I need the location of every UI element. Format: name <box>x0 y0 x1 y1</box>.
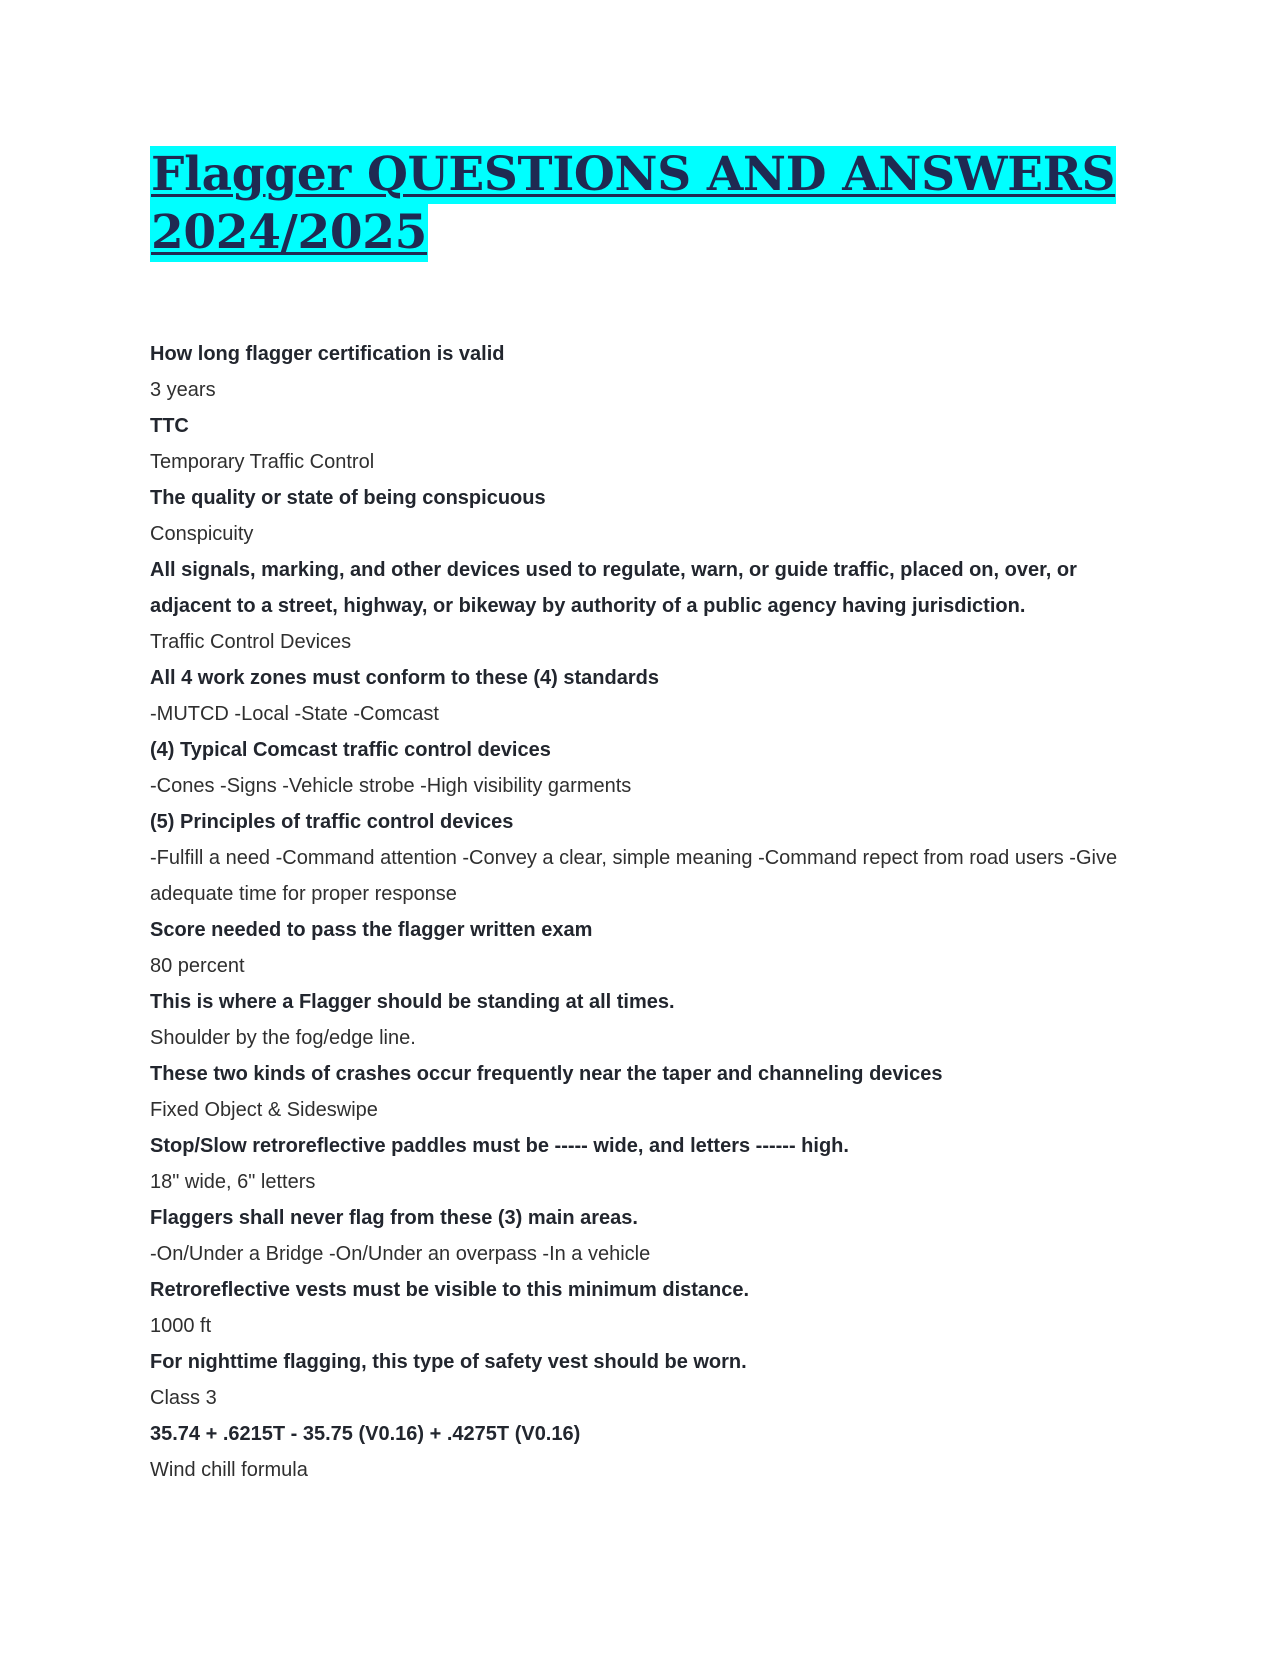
question-text: 35.74 + .6215T - 35.75 (V0.16) + .4275T (V0.16) <box>150 1423 581 1445</box>
answer-text: Fixed Object & Sideswipe <box>150 1099 378 1121</box>
answer-text: 3 years <box>150 379 216 401</box>
answer-text: -MUTCD -Local -State -Comcast <box>150 703 439 725</box>
question-text: All 4 work zones must conform to these (4) standards <box>150 667 659 689</box>
question-text: (5) Principles of traffic control devices <box>150 811 514 833</box>
question-text: This is where a Flagger should be standing at all times. <box>150 991 675 1013</box>
answer-text: Conspicuity <box>150 523 254 545</box>
question-text: These two kinds of crashes occur frequently near the taper and channeling devices <box>150 1063 943 1085</box>
answer-text: Shoulder by the fog/edge line. <box>150 1027 416 1049</box>
question-text: Flaggers shall never flag from these (3) main areas. <box>150 1207 638 1229</box>
answer-text: Class 3 <box>150 1387 217 1409</box>
question-text: For nighttime flagging, this type of safety vest should be worn. <box>150 1351 747 1373</box>
answer-text: Wind chill formula <box>150 1459 308 1481</box>
document-page <box>150 146 1150 1488</box>
answer-text: -On/Under a Bridge -On/Under an overpass -In a vehicle <box>150 1243 651 1265</box>
question-text: (4) Typical Comcast traffic control devices <box>150 739 551 761</box>
question-text: The quality or state of being conspicuous <box>150 487 546 509</box>
title-line-1: Flagger QUESTIONS AND ANSWERS <box>151 147 1116 202</box>
answer-text: -Fulfill a need -Command attention -Convey a clear, simple meaning -Command repect from road users -Give adequate time for proper response <box>150 847 1118 905</box>
answer-text: Traffic Control Devices <box>150 631 352 653</box>
question-text: Score needed to pass the flagger written exam <box>150 919 593 941</box>
answer-text: 80 percent <box>150 955 245 977</box>
question-text: TTC <box>150 415 189 437</box>
question-text: Retroreflective vests must be visible to this minimum distance. <box>150 1279 750 1301</box>
qa-list <box>150 336 1150 1488</box>
answer-text: -Cones -Signs -Vehicle strobe -High visibility garments <box>150 775 632 797</box>
answer-text: Temporary Traffic Control <box>150 451 375 473</box>
question-text: How long flagger certification is valid <box>150 343 505 365</box>
question-text: Stop/Slow retroreflective paddles must be ----- wide, and letters ------ high. <box>150 1135 849 1157</box>
document-title <box>150 146 1150 262</box>
answer-text: 1000 ft <box>150 1315 212 1337</box>
title-line-2: 2024/2025 <box>151 205 428 260</box>
question-text: All signals, marking, and other devices used to regulate, warn, or guide traffic, placed on, over, or adjacent to a street, highway, or bikeway by authority of a public agency having jurisdiction. <box>150 559 1077 617</box>
answer-text: 18" wide, 6" letters <box>150 1171 316 1193</box>
